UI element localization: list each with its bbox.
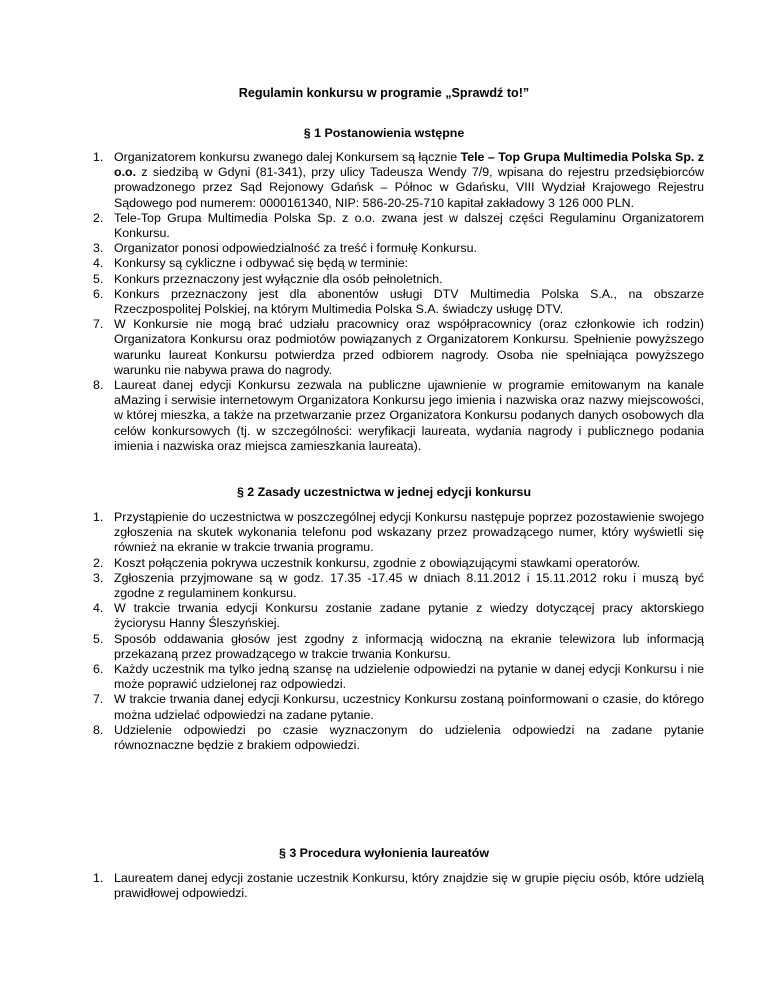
- section-3-list: [0, 871, 704, 901]
- section-1-heading: § 1 Postanowienia wstępne: [303, 126, 465, 140]
- item-number: 7.: [93, 317, 104, 332]
- section-2-list: [0, 510, 704, 753]
- item-text: Konkurs przeznaczony jest dla abonentów usługi DTV Multimedia Polska S.A., na obszarze Rzeczpospolitej Polskiej, na którym Multimedia Polska S.A. świadczy usługę DTV.: [114, 286, 704, 317]
- section-3-heading: § 3 Procedura wyłonienia laureatów: [278, 846, 490, 860]
- item-number: 5.: [93, 631, 104, 646]
- item-text: Każdy uczestnik ma tylko jedną szansę na udzielenie odpowiedzi na pytanie w danej edycji Konkursu i nie może poprawić udzielonej raz odpowiedzi.: [114, 662, 704, 692]
- item-text: z siedzibą w Gdyni (81-341), przy ulicy Tadeusza Wendy 7/9, wpisana do rejestru przedsiębiorców prowadzonego przez Sąd Rejonowy Gdańsk – Północ w Gdańsku, VIII Wydział Krajowego Rejestru Sądowego pod numerem: 0000161340, NIP: 586-20-25-710 kapitał zakładowy 3 126 000 PLN.: [114, 165, 704, 210]
- item-number: 7.: [93, 692, 104, 707]
- item-number: 1.: [93, 150, 104, 164]
- item-text: Konkurs przeznaczony jest wyłącznie dla osób pełnoletnich.: [114, 271, 443, 286]
- list-item: [0, 287, 704, 317]
- list-item: [0, 272, 704, 287]
- item-text: Konkursy są cykliczne i odbywać się będą w terminie:: [114, 256, 409, 271]
- list-item: [0, 692, 704, 722]
- list-item: [0, 632, 704, 662]
- item-number: 3.: [93, 570, 104, 585]
- list-item: [0, 378, 704, 454]
- list-item: [0, 211, 704, 241]
- list-item: [0, 317, 704, 378]
- list-item: [0, 510, 704, 556]
- list-item: [0, 871, 704, 901]
- item-text: W trakcie trwania danej edycji Konkursu, uczestnicy Konkursu zostaną poinformowani o czasie, do którego można udzielać odpowiedzi na zadane pytanie.: [114, 692, 704, 722]
- item-text: Organizatorem konkursu zwanego dalej Konkursem są łącznie: [114, 150, 461, 164]
- item-text: Sposób oddawania głosów jest zgodny z informacją widoczną na ekranie telewizora lub informacją przekazaną przez prowadzącego w trakcie trwania Konkursu.: [114, 631, 704, 661]
- section-1-list: [0, 150, 704, 454]
- item-number: 8.: [93, 378, 104, 393]
- organizer-name: Tele – Top Grupa Multimedia Polska Sp. z o.o.: [114, 150, 704, 180]
- item-number: 2.: [93, 555, 104, 570]
- item-text: W trakcie trwania edycji Konkursu zostanie zadane pytanie z wiedzy dotyczącej pracy aktorskiego życiorysu Hanny Śleszyńskiej.: [114, 601, 704, 631]
- document-title: Regulamin konkursu w programie „Sprawdź to!”: [238, 86, 530, 100]
- item-number: 8.: [93, 722, 104, 737]
- list-item: [0, 556, 704, 571]
- item-number: 2.: [93, 210, 104, 225]
- item-text: Przystąpienie do uczestnictwa w poszczególnej edycji Konkursu następuje poprzez pozostawienie swojego zgłoszenia na skutek wykonania telefonu pod wskazany przez prowadzącego numer, który wyświetli się również na ekranie w trakcie trwania programu.: [114, 510, 704, 555]
- item-number: 1.: [93, 510, 104, 524]
- list-item: [0, 150, 704, 211]
- item-text: Laureat danej edycji Konkursu zezwala na publiczne ujawnienie w programie emitowanym na kanale aMazing i serwisie internetowym Organizatora Konkursu jego imienia i nazwiska oraz nazwy miejscowości, w której mieszka, a także na przetwarzanie przez Organizatora Konkursu podanych danych osobowych dla celów konkursowych (tj. w szczególności: weryfikacji laureata, wydania nagrody i publicznego podania imienia i nazwiska oraz miejsca zamieszkania laureata).: [114, 378, 704, 453]
- list-item: [0, 662, 704, 692]
- list-item: [0, 601, 704, 631]
- item-text: Tele-Top Grupa Multimedia Polska Sp. z o.o. zwana jest w dalszej części Regulaminu Organizatorem Konkursu.: [114, 210, 704, 241]
- item-number: 5.: [93, 271, 104, 286]
- section-2-heading: § 2 Zasady uczestnictwa w jednej edycji konkursu: [236, 485, 532, 499]
- item-text: Organizator ponosi odpowiedzialność za treść i formułę Konkursu.: [114, 241, 477, 256]
- list-item: [0, 723, 704, 753]
- item-text: Udzielenie odpowiedzi po czasie wyznaczonym do udzielenia odpowiedzi na zadane pytanie równoznaczne będzie z brakiem odpowiedzi.: [114, 722, 704, 753]
- item-number: 4.: [93, 601, 104, 616]
- item-number: 1.: [93, 871, 104, 885]
- item-number: 6.: [93, 286, 104, 301]
- item-text: Laureatem danej edycji zostanie uczestnik Konkursu, który znajdzie się w grupie pięciu osób, które udzielą prawidłowej odpowiedzi.: [114, 871, 704, 901]
- item-number: 6.: [93, 662, 104, 677]
- item-text: Koszt połączenia pokrywa uczestnik konkursu, zgodnie z obowiązującymi stawkami operatorów.: [114, 555, 641, 570]
- item-number: 3.: [93, 241, 104, 256]
- list-item: [0, 241, 704, 256]
- list-item: [0, 256, 704, 271]
- item-text: Zgłoszenia przyjmowane są w godz. 17.35 -17.45 w dniach 8.11.2012 i 15.11.2012 roku i muszą być zgodne z regulaminem konkursu.: [114, 570, 704, 601]
- item-number: 4.: [93, 256, 104, 271]
- list-item: [0, 571, 704, 601]
- item-text: W Konkursie nie mogą brać udziału pracownicy oraz współpracownicy (oraz członkowie ich rodzin) Organizatora Konkursu oraz podmiotów powiązanych z Organizatorem Konkursu. Spełnienie powyższego warunku laureat Konkursu potwierdza przed odbiorem nagrody. Osoba nie spełniająca powyższego warunku nie nabywa prawa do nagrody.: [114, 317, 704, 377]
